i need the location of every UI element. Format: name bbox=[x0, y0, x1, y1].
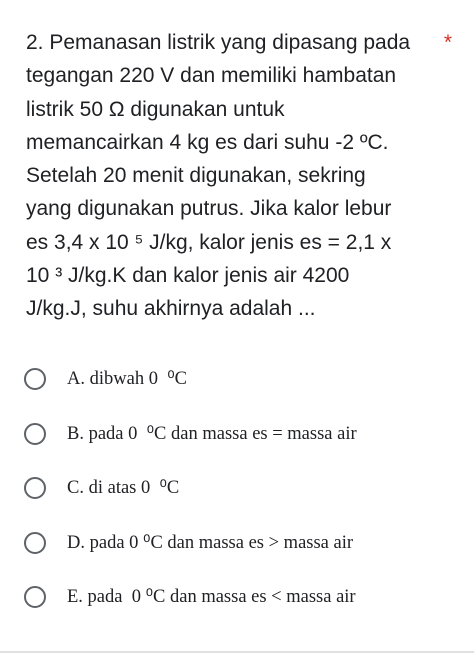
option-b[interactable] bbox=[24, 407, 464, 462]
option-a-label[interactable]: A. dibwah 0 ⁰C bbox=[67, 369, 187, 390]
question-line: listrik 50 Ω digunakan untuk bbox=[26, 97, 285, 121]
option-a[interactable] bbox=[24, 352, 464, 407]
option-c[interactable] bbox=[24, 461, 464, 516]
radio-button-e[interactable] bbox=[24, 586, 46, 608]
question-line: memancairkan 4 kg es dari suhu -2 ºC. bbox=[26, 130, 389, 154]
option-b-label[interactable]: B. pada 0 ⁰C dan massa es = massa air bbox=[67, 423, 357, 444]
question-line: es 3,4 x 10 ⁵ J/kg, kalor jenis es = 2,1 x bbox=[26, 230, 392, 254]
radio-button-d[interactable] bbox=[24, 532, 46, 554]
radio-button-a[interactable] bbox=[24, 368, 46, 390]
radio-button-c[interactable] bbox=[24, 477, 46, 499]
question-line: 10 ³ J/kg.K dan kalor jenis air 4200 bbox=[26, 264, 350, 288]
answer-options bbox=[24, 352, 464, 625]
option-d-label[interactable]: D. pada 0 ⁰C dan massa es > massa air bbox=[67, 532, 354, 553]
question-line: J/kg.J, suhu akhirnya adalah ... bbox=[26, 297, 316, 321]
question-line: yang digunakan putrus. Jika kalor lebur bbox=[26, 197, 392, 221]
required-indicator: * bbox=[443, 31, 452, 54]
question-line: Setelah 20 menit digunakan, sekring bbox=[26, 164, 366, 188]
question-text bbox=[26, 26, 456, 326]
question-line: 2. Pemanasan listrik yang dipasang pada bbox=[26, 31, 411, 54]
question-line: tegangan 220 V dan memiliki hambatan bbox=[26, 64, 397, 88]
option-c-label[interactable]: C. di atas 0 ⁰C bbox=[67, 478, 180, 499]
option-e[interactable] bbox=[24, 570, 464, 625]
option-e-label[interactable]: E. pada 0 ⁰C dan massa es < massa air bbox=[67, 587, 356, 608]
radio-button-b[interactable] bbox=[24, 423, 46, 445]
option-d[interactable] bbox=[24, 516, 464, 571]
